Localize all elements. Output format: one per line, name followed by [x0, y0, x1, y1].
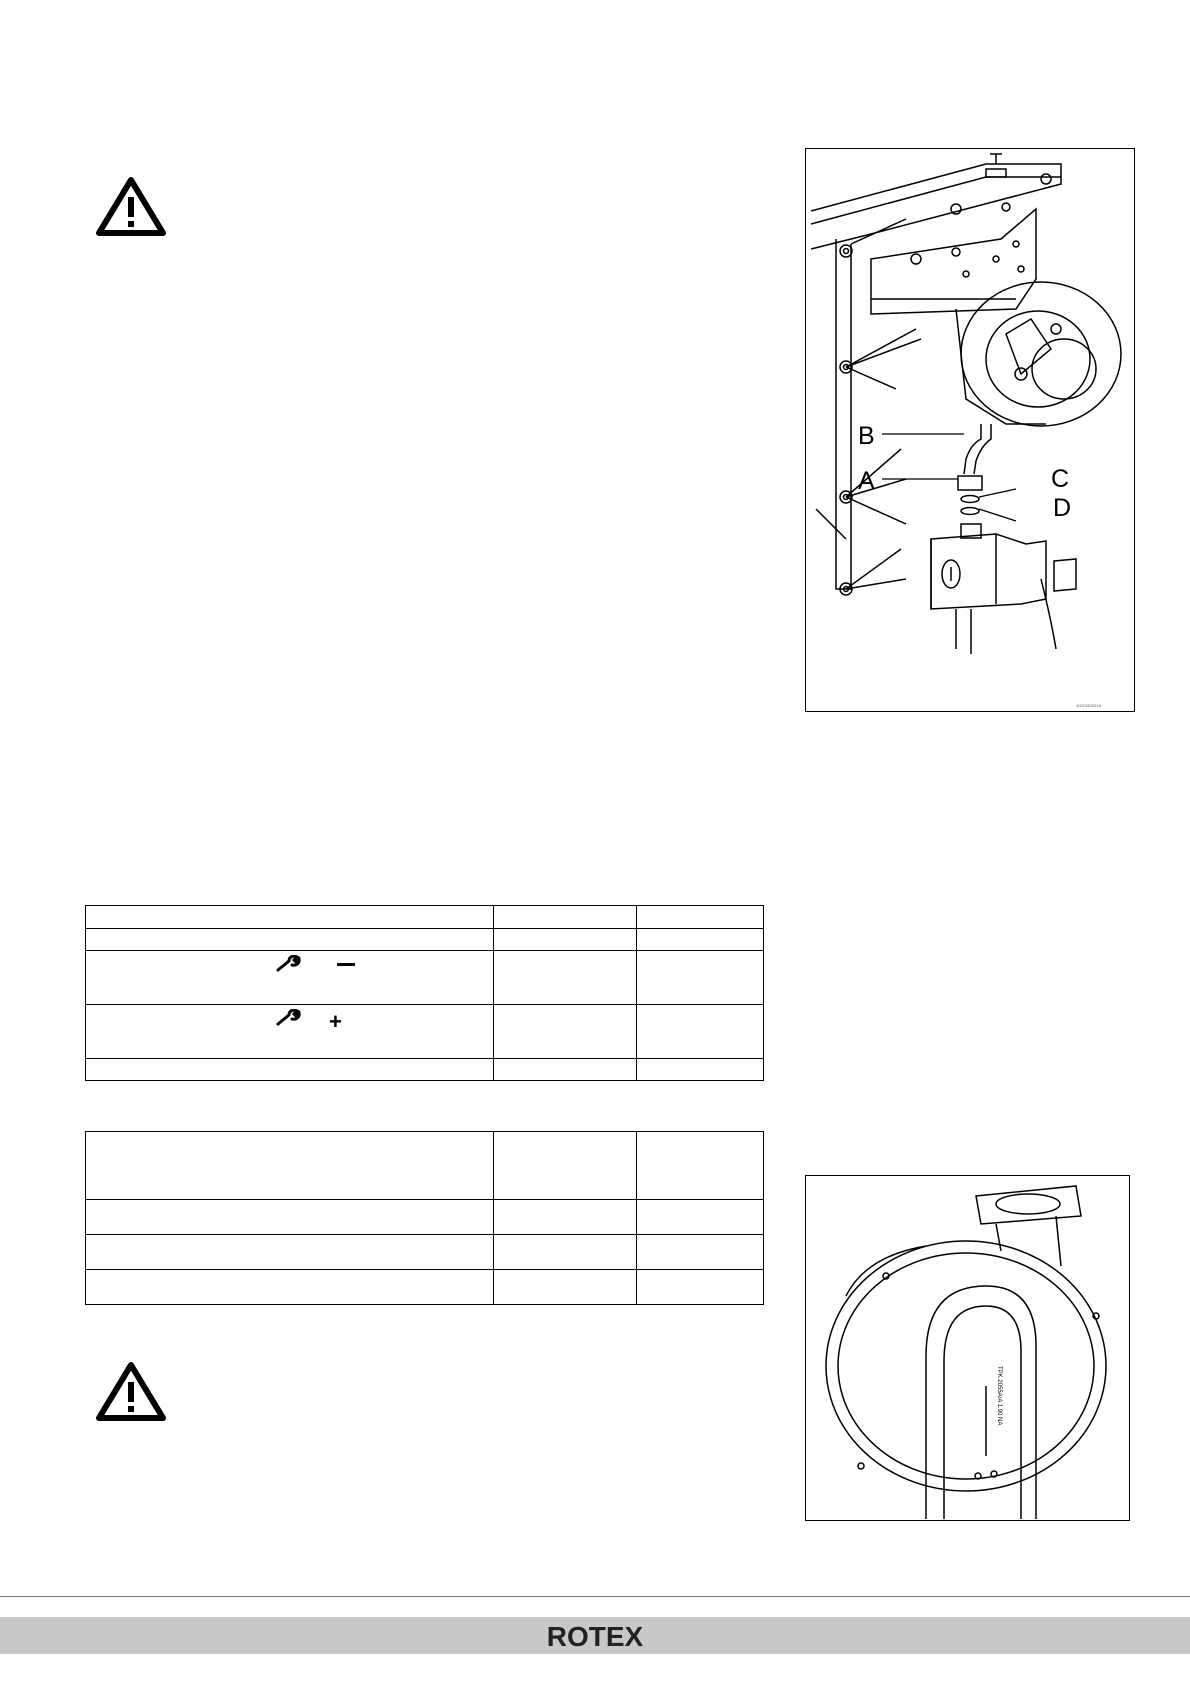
minus-icon: [337, 963, 355, 966]
table-row: [86, 1235, 764, 1270]
fan-figure: [805, 1175, 1130, 1521]
callout-d: D: [1053, 494, 1072, 522]
footer-divider: [0, 1596, 1190, 1597]
callout-a: A: [858, 467, 875, 495]
table-row: [86, 1132, 764, 1200]
table-row: [86, 1270, 764, 1305]
callout-b: B: [858, 422, 875, 450]
wrench-icon: [275, 955, 301, 973]
table-row: [86, 906, 764, 929]
table-row: [86, 1200, 764, 1235]
table-row: [86, 951, 764, 1005]
rotex-logo: [534, 1619, 656, 1653]
callout-c: C: [1051, 465, 1070, 493]
plus-icon: +: [329, 1009, 342, 1034]
table-row: [86, 1005, 764, 1059]
wrench-icon: [275, 1009, 301, 1027]
warning-triangle-icon: [95, 1360, 167, 1424]
settings-table-2: [85, 1131, 764, 1305]
logo-text: ROTEX: [546, 1621, 644, 1652]
fan-assembly-figure: [805, 148, 1135, 712]
fan-label-text: TPK 2055A/A 1.90 NA: [996, 1366, 1002, 1426]
settings-table-1: [85, 905, 764, 1081]
warning-triangle-icon: [95, 175, 167, 239]
table-row: [86, 929, 764, 951]
table-row: [86, 1059, 764, 1081]
figure-code: 4007430Z01A: [1076, 703, 1102, 708]
